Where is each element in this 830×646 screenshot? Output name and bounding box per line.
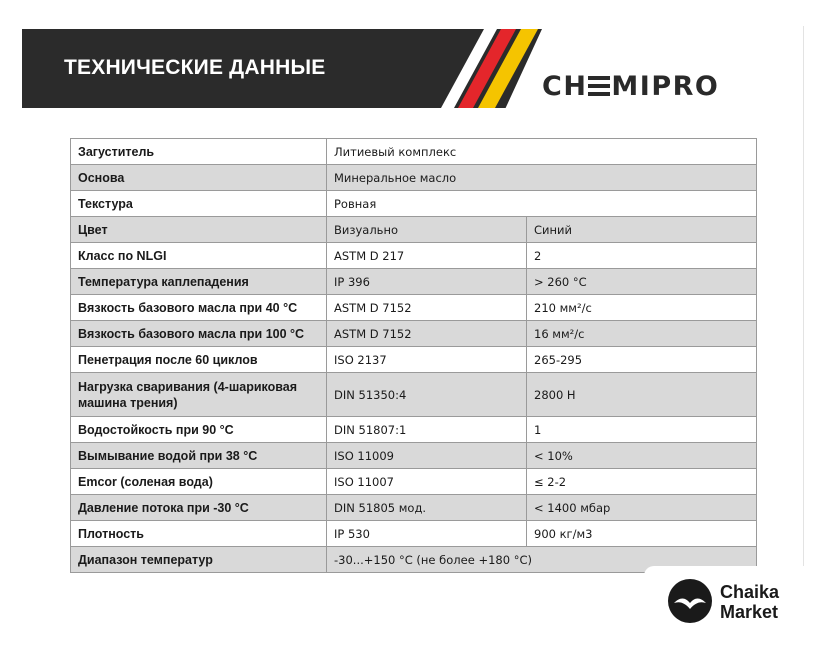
row-label: Класс по NLGI [71, 243, 327, 269]
table-row [71, 165, 757, 191]
table-row [71, 269, 757, 295]
row-value: 2800 Н [527, 373, 757, 417]
row-method: ASTM D 7152 [327, 295, 527, 321]
row-value: 2 [527, 243, 757, 269]
row-method: ASTM D 7152 [327, 321, 527, 347]
watermark-line1: Chaika [720, 582, 780, 602]
row-label: Emcor (соленая вода) [71, 469, 327, 495]
row-value: 900 кг/м3 [527, 521, 757, 547]
brand-e-mark [588, 76, 610, 96]
row-method: IP 530 [327, 521, 527, 547]
row-label: Основа [71, 165, 327, 191]
table-row [71, 347, 757, 373]
watermark-text [720, 582, 779, 622]
row-value: -30...+150 °C (не более +180 °C) [327, 547, 757, 573]
chaika-logo-icon [668, 579, 712, 623]
brand-logo [542, 71, 719, 102]
row-value: < 10% [527, 443, 757, 469]
brand-logo-suffix: MIPRO [611, 71, 720, 102]
row-value: Синий [527, 217, 757, 243]
row-value: ≤ 2-2 [527, 469, 757, 495]
row-method: Визуально [327, 217, 527, 243]
table-row [71, 521, 757, 547]
table-row [71, 417, 757, 443]
table-row [71, 373, 757, 417]
row-method: DIN 51350:4 [327, 373, 527, 417]
table-row [71, 321, 757, 347]
row-value: 16 мм²/с [527, 321, 757, 347]
row-value: 1 [527, 417, 757, 443]
row-label: Нагрузка сваривания (4-шариковая машина трения) [71, 373, 327, 417]
row-label: Плотность [71, 521, 327, 547]
table-row [71, 495, 757, 521]
row-value: < 1400 мбар [527, 495, 757, 521]
row-method: ISO 11007 [327, 469, 527, 495]
table-row [71, 191, 757, 217]
row-method: ASTM D 217 [327, 243, 527, 269]
table-row [71, 443, 757, 469]
table-row [71, 469, 757, 495]
table-row [71, 295, 757, 321]
row-label: Пенетрация после 60 циклов [71, 347, 327, 373]
row-value: Минеральное масло [327, 165, 757, 191]
row-method: DIN 51807:1 [327, 417, 527, 443]
row-label: Текстура [71, 191, 327, 217]
row-method: IP 396 [327, 269, 527, 295]
row-label: Водостойкость при 90 °C [71, 417, 327, 443]
row-value: 210 мм²/с [527, 295, 757, 321]
row-label: Цвет [71, 217, 327, 243]
row-label: Вымывание водой при 38 °C [71, 443, 327, 469]
row-method: DIN 51805 мод. [327, 495, 527, 521]
row-method: ISO 2137 [327, 347, 527, 373]
page-title: ТЕХНИЧЕСКИЕ ДАННЫЕ [64, 56, 326, 79]
table-row [71, 217, 757, 243]
row-label: Давление потока при -30 °C [71, 495, 327, 521]
specs-table [70, 138, 757, 573]
table-row [71, 243, 757, 269]
row-value: Литиевый комплекс [327, 139, 757, 165]
row-value: 265-295 [527, 347, 757, 373]
row-label: Температура каплепадения [71, 269, 327, 295]
page-edge-line [803, 26, 804, 566]
row-label: Вязкость базового масла при 40 °C [71, 295, 327, 321]
table-row [71, 139, 757, 165]
watermark-line2: Market [720, 602, 779, 622]
brand-logo-prefix: CH [542, 71, 588, 102]
row-label: Загуститель [71, 139, 327, 165]
row-label: Диапазон температур [71, 547, 327, 573]
row-value: Ровная [327, 191, 757, 217]
row-value: > 260 °C [527, 269, 757, 295]
row-method: ISO 11009 [327, 443, 527, 469]
row-label: Вязкость базового масла при 100 °C [71, 321, 327, 347]
